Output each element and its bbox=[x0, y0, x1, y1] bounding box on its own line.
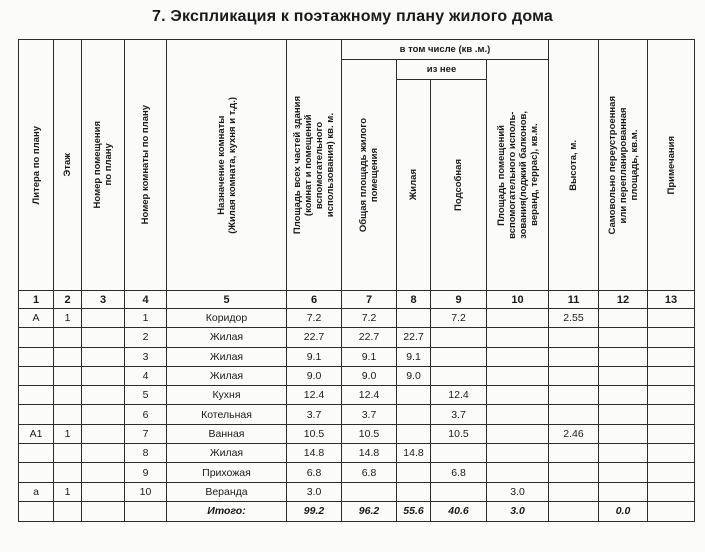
column-number: 2 bbox=[54, 291, 82, 309]
cell-premise bbox=[82, 405, 125, 424]
cell-litera bbox=[19, 463, 54, 482]
cell-living-total: 14.8 bbox=[342, 444, 397, 463]
cell-living-total: 12.4 bbox=[342, 386, 397, 405]
cell-notes bbox=[648, 424, 695, 443]
cell-name: Котельная bbox=[167, 405, 287, 424]
cell-room: 3 bbox=[125, 347, 167, 366]
column-number: 7 bbox=[342, 291, 397, 309]
cell-floor: 1 bbox=[54, 309, 82, 328]
cell-total-area: 7.2 bbox=[287, 309, 342, 328]
cell-aux-use bbox=[487, 366, 549, 385]
cell-name: Жилая bbox=[167, 328, 287, 347]
cell-height bbox=[549, 328, 599, 347]
cell-height bbox=[549, 347, 599, 366]
cell-notes bbox=[648, 386, 695, 405]
total-cell-litera bbox=[19, 501, 54, 521]
cell-auxiliary bbox=[431, 482, 487, 501]
cell-litera: а bbox=[19, 482, 54, 501]
total-row bbox=[19, 501, 695, 521]
cell-total-area: 14.8 bbox=[287, 444, 342, 463]
cell-living bbox=[397, 463, 431, 482]
cell-name: Веранда bbox=[167, 482, 287, 501]
cell-unauthorized bbox=[599, 386, 648, 405]
header-total-area: Площадь всех частей здания (комнат и помещений вспомогательного использования) кв. м. bbox=[287, 40, 342, 291]
cell-name: Прихожая bbox=[167, 463, 287, 482]
header-aux-use-area: Площадь помещений вспомогательного исполь- зования(лоджий балконов, веранд, террас), кв.м. bbox=[487, 60, 549, 291]
table-row bbox=[19, 366, 695, 385]
table-row bbox=[19, 386, 695, 405]
cell-notes bbox=[648, 444, 695, 463]
column-number: 13 bbox=[648, 291, 695, 309]
cell-aux-use bbox=[487, 463, 549, 482]
cell-floor bbox=[54, 386, 82, 405]
total-cell-premise bbox=[82, 501, 125, 521]
cell-floor: 1 bbox=[54, 482, 82, 501]
cell-notes bbox=[648, 309, 695, 328]
cell-room: 5 bbox=[125, 386, 167, 405]
column-number: 6 bbox=[287, 291, 342, 309]
total-aux-use-sum: 3.0 bbox=[487, 501, 549, 521]
cell-aux-use bbox=[487, 328, 549, 347]
cell-total-area: 3.0 bbox=[287, 482, 342, 501]
cell-living bbox=[397, 482, 431, 501]
cell-notes bbox=[648, 405, 695, 424]
cell-premise bbox=[82, 347, 125, 366]
cell-aux-use bbox=[487, 347, 549, 366]
cell-room: 9 bbox=[125, 463, 167, 482]
cell-living: 14.8 bbox=[397, 444, 431, 463]
table-row bbox=[19, 424, 695, 443]
cell-auxiliary: 7.2 bbox=[431, 309, 487, 328]
cell-auxiliary: 3.7 bbox=[431, 405, 487, 424]
cell-notes bbox=[648, 482, 695, 501]
header-floor: Этаж bbox=[54, 40, 82, 291]
total-cell-room bbox=[125, 501, 167, 521]
table-row bbox=[19, 309, 695, 328]
table-row bbox=[19, 444, 695, 463]
header-unauthorized-area: Самовольно переустроенная или перепланированная площадь, кв.м. bbox=[599, 40, 648, 291]
cell-premise bbox=[82, 444, 125, 463]
header-group-including: в том числе (кв .м.) bbox=[342, 40, 549, 60]
cell-notes bbox=[648, 347, 695, 366]
cell-aux-use: 3.0 bbox=[487, 482, 549, 501]
cell-living-total: 10.5 bbox=[342, 424, 397, 443]
cell-auxiliary: 6.8 bbox=[431, 463, 487, 482]
cell-name: Жилая bbox=[167, 444, 287, 463]
cell-living: 9.1 bbox=[397, 347, 431, 366]
cell-height bbox=[549, 463, 599, 482]
cell-auxiliary bbox=[431, 328, 487, 347]
cell-living bbox=[397, 386, 431, 405]
cell-name: Жилая bbox=[167, 347, 287, 366]
table-row bbox=[19, 405, 695, 424]
cell-unauthorized bbox=[599, 309, 648, 328]
table-row bbox=[19, 463, 695, 482]
total-height bbox=[549, 501, 599, 521]
cell-living bbox=[397, 405, 431, 424]
cell-height bbox=[549, 366, 599, 385]
cell-premise bbox=[82, 386, 125, 405]
table-body bbox=[19, 309, 695, 502]
total-notes bbox=[648, 501, 695, 521]
cell-living bbox=[397, 424, 431, 443]
total-area-sum: 99.2 bbox=[287, 501, 342, 521]
total-cell-floor bbox=[54, 501, 82, 521]
cell-aux-use bbox=[487, 405, 549, 424]
cell-floor bbox=[54, 444, 82, 463]
cell-total-area: 6.8 bbox=[287, 463, 342, 482]
cell-litera: А1 bbox=[19, 424, 54, 443]
cell-unauthorized bbox=[599, 328, 648, 347]
cell-total-area: 10.5 bbox=[287, 424, 342, 443]
column-number: 8 bbox=[397, 291, 431, 309]
cell-unauthorized bbox=[599, 482, 648, 501]
cell-premise bbox=[82, 482, 125, 501]
cell-litera: А bbox=[19, 309, 54, 328]
cell-unauthorized bbox=[599, 366, 648, 385]
header-group-of-which: из нее bbox=[397, 60, 487, 80]
page-title: 7. Экспликация к поэтажному плану жилого дома bbox=[151, 8, 554, 25]
cell-unauthorized bbox=[599, 463, 648, 482]
cell-name: Ванная bbox=[167, 424, 287, 443]
cell-room: 1 bbox=[125, 309, 167, 328]
cell-total-area: 22.7 bbox=[287, 328, 342, 347]
header-room-number: Номер комнаты по плану bbox=[125, 40, 167, 291]
table-header bbox=[19, 40, 695, 309]
header-living: Жилая bbox=[397, 80, 431, 291]
cell-room: 8 bbox=[125, 444, 167, 463]
total-unauthorized-sum: 0.0 bbox=[599, 501, 648, 521]
cell-unauthorized bbox=[599, 424, 648, 443]
cell-living-total bbox=[342, 482, 397, 501]
cell-living-total: 9.1 bbox=[342, 347, 397, 366]
header-room-purpose: Назначение комнаты (Жилая комната, кухня и т.д.) bbox=[167, 40, 287, 291]
explication-table bbox=[18, 39, 695, 522]
header-premise-number: Номер помещения по плану bbox=[82, 40, 125, 291]
column-number-row bbox=[19, 291, 695, 309]
column-number: 1 bbox=[19, 291, 54, 309]
table-row bbox=[19, 347, 695, 366]
cell-floor bbox=[54, 463, 82, 482]
cell-room: 4 bbox=[125, 366, 167, 385]
cell-living-total: 6.8 bbox=[342, 463, 397, 482]
cell-premise bbox=[82, 463, 125, 482]
cell-living-total: 3.7 bbox=[342, 405, 397, 424]
total-label: Итого: bbox=[167, 501, 287, 521]
cell-height: 2.55 bbox=[549, 309, 599, 328]
cell-unauthorized bbox=[599, 347, 648, 366]
cell-litera bbox=[19, 444, 54, 463]
column-number: 11 bbox=[549, 291, 599, 309]
cell-living: 9.0 bbox=[397, 366, 431, 385]
cell-premise bbox=[82, 366, 125, 385]
cell-litera bbox=[19, 405, 54, 424]
cell-living-total: 7.2 bbox=[342, 309, 397, 328]
cell-height: 2.46 bbox=[549, 424, 599, 443]
header-notes: Примечания bbox=[648, 40, 695, 291]
cell-floor bbox=[54, 405, 82, 424]
cell-name: Жилая bbox=[167, 366, 287, 385]
table-footer bbox=[19, 501, 695, 521]
cell-notes bbox=[648, 328, 695, 347]
cell-auxiliary: 12.4 bbox=[431, 386, 487, 405]
table-row bbox=[19, 482, 695, 501]
cell-total-area: 3.7 bbox=[287, 405, 342, 424]
header-height: Высота, м. bbox=[549, 40, 599, 291]
total-auxiliary-sum: 40.6 bbox=[431, 501, 487, 521]
column-number: 5 bbox=[167, 291, 287, 309]
cell-aux-use bbox=[487, 386, 549, 405]
cell-auxiliary: 10.5 bbox=[431, 424, 487, 443]
cell-auxiliary bbox=[431, 347, 487, 366]
cell-living bbox=[397, 309, 431, 328]
column-number: 3 bbox=[82, 291, 125, 309]
total-living-total-sum: 96.2 bbox=[342, 501, 397, 521]
column-number: 10 bbox=[487, 291, 549, 309]
column-number: 12 bbox=[599, 291, 648, 309]
cell-unauthorized bbox=[599, 444, 648, 463]
cell-notes bbox=[648, 463, 695, 482]
cell-living: 22.7 bbox=[397, 328, 431, 347]
cell-aux-use bbox=[487, 424, 549, 443]
cell-auxiliary bbox=[431, 444, 487, 463]
cell-height bbox=[549, 482, 599, 501]
cell-litera bbox=[19, 366, 54, 385]
cell-litera bbox=[19, 386, 54, 405]
cell-height bbox=[549, 444, 599, 463]
table-row bbox=[19, 328, 695, 347]
cell-name: Коридор bbox=[167, 309, 287, 328]
cell-height bbox=[549, 386, 599, 405]
cell-floor bbox=[54, 347, 82, 366]
cell-name: Кухня bbox=[167, 386, 287, 405]
header-living-total-area: Общая площадь жилого помещения bbox=[342, 60, 397, 291]
cell-living-total: 9.0 bbox=[342, 366, 397, 385]
cell-floor bbox=[54, 328, 82, 347]
cell-room: 2 bbox=[125, 328, 167, 347]
cell-premise bbox=[82, 328, 125, 347]
cell-floor bbox=[54, 366, 82, 385]
cell-auxiliary bbox=[431, 366, 487, 385]
column-number: 9 bbox=[431, 291, 487, 309]
total-living-sum: 55.6 bbox=[397, 501, 431, 521]
cell-room: 10 bbox=[125, 482, 167, 501]
header-litera: Литера по плану bbox=[19, 40, 54, 291]
cell-total-area: 9.0 bbox=[287, 366, 342, 385]
cell-litera bbox=[19, 328, 54, 347]
cell-litera bbox=[19, 347, 54, 366]
cell-room: 6 bbox=[125, 405, 167, 424]
cell-notes bbox=[648, 366, 695, 385]
cell-height bbox=[549, 405, 599, 424]
cell-aux-use bbox=[487, 309, 549, 328]
cell-floor: 1 bbox=[54, 424, 82, 443]
cell-total-area: 12.4 bbox=[287, 386, 342, 405]
cell-premise bbox=[82, 309, 125, 328]
header-auxiliary: Подсобная bbox=[431, 80, 487, 291]
cell-living-total: 22.7 bbox=[342, 328, 397, 347]
column-number: 4 bbox=[125, 291, 167, 309]
cell-room: 7 bbox=[125, 424, 167, 443]
cell-unauthorized bbox=[599, 405, 648, 424]
cell-premise bbox=[82, 424, 125, 443]
cell-total-area: 9.1 bbox=[287, 347, 342, 366]
cell-aux-use bbox=[487, 444, 549, 463]
